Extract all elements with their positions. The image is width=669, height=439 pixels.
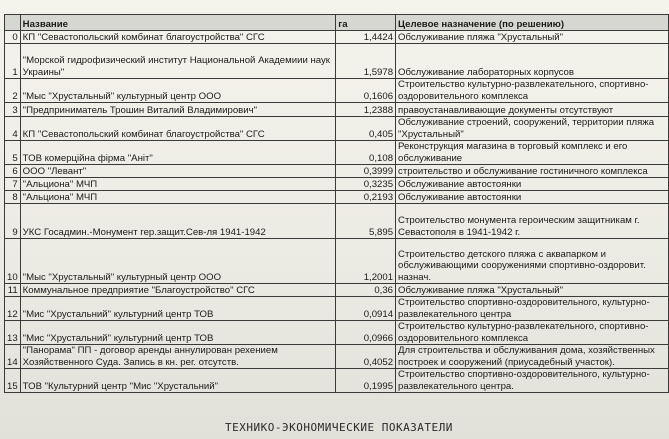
row-name-cell: Коммунальное предприятие "Благоустройство" СГС — [20, 284, 336, 297]
row-area-cell: 1,2388 — [336, 103, 396, 117]
row-index-cell: 1 — [5, 44, 21, 79]
row-index-cell: 12 — [5, 297, 21, 321]
table-row — [5, 321, 669, 345]
table-row — [5, 103, 669, 117]
table-row — [5, 79, 669, 103]
row-purpose-cell: правоустанавливающие документы отсутствуют — [396, 103, 669, 117]
row-area-cell: 0,0966 — [336, 321, 396, 345]
row-name-cell: "Мис "Хрустальний" культурний центр ТОВ — [20, 321, 336, 345]
row-name-cell: КП "Севастопольский комбинат благоустройства" СГС — [20, 117, 336, 141]
row-index-cell: 14 — [5, 345, 21, 369]
row-index-cell: 3 — [5, 103, 21, 117]
table-row — [5, 369, 669, 393]
row-index-cell: 2 — [5, 79, 21, 103]
row-area-cell: 0,405 — [336, 117, 396, 141]
table-row — [5, 239, 669, 284]
row-name-cell: "Морской гидрофизический институт Национальной Академиии наук Украины" — [20, 44, 336, 79]
row-purpose-cell: Обслуживание пляжа "Хрустальный" — [396, 31, 669, 44]
row-index-cell: 10 — [5, 239, 21, 284]
table-row — [5, 191, 669, 204]
table-row — [5, 31, 669, 44]
row-index-cell: 4 — [5, 117, 21, 141]
header-purpose: Целевое назначение (по решению) — [396, 15, 669, 31]
header-index — [5, 15, 21, 31]
row-index-cell: 13 — [5, 321, 21, 345]
row-area-cell: 0,0914 — [336, 297, 396, 321]
row-purpose-cell: Обслуживание лабораторных корпусов — [396, 44, 669, 79]
row-name-cell: "Мыс "Хрустальный" культурный центр ООО — [20, 79, 336, 103]
row-name-cell: "Альциона" МЧП — [20, 178, 336, 191]
row-index-cell: 6 — [5, 165, 21, 178]
row-purpose-cell: Реконструкция магазина в торговый комплекс и его обслуживание — [396, 141, 669, 165]
row-name-cell: ТОВ "Культурний центр "Мис "Хрустальний" — [20, 369, 336, 393]
row-index-cell: 8 — [5, 191, 21, 204]
row-name-cell: КП "Севастопольский комбинат благоустройства" СГС — [20, 31, 336, 44]
row-purpose-cell: Строительство спортивно-оздоровительного, культурно-развлекательного центра — [396, 297, 669, 321]
row-area-cell: 1,5978 — [336, 44, 396, 79]
row-index-cell: 11 — [5, 284, 21, 297]
table-row — [5, 284, 669, 297]
row-area-cell: 1,4424 — [336, 31, 396, 44]
table-row — [5, 165, 669, 178]
row-purpose-cell: Обслуживание строений, сооружений, территории пляжа "Хрустальный" — [396, 117, 669, 141]
footer-title: ТЕХНИКО-ЭКОНОМИЧЕСКИЕ ПОКАЗАТЕЛИ — [225, 421, 453, 434]
land-plots-table — [4, 14, 669, 393]
row-name-cell: "Мис "Хрустальний" культурний центр ТОВ — [20, 297, 336, 321]
row-purpose-cell: Строительство спортивно-оздоровительного, культурно-развлекательного центра. — [396, 369, 669, 393]
header-area: га — [336, 15, 396, 31]
row-index-cell: 5 — [5, 141, 21, 165]
row-area-cell: 0,4052 — [336, 345, 396, 369]
row-index-cell: 7 — [5, 178, 21, 191]
row-index-cell: 15 — [5, 369, 21, 393]
row-area-cell: 0,3999 — [336, 165, 396, 178]
row-name-cell: ТОВ комерційна фірма "Аніт" — [20, 141, 336, 165]
row-name-cell: "Мыс "Хрустальный" культурный центр ООО — [20, 239, 336, 284]
row-purpose-cell: Для строительства и обслуживания дома, хозяйственных построек и сооружений (приусадебный участок). — [396, 345, 669, 369]
row-purpose-cell: Строительство культурно-развлекательного, спортивно-оздоровительного комплекса — [396, 321, 669, 345]
row-area-cell: 0,1606 — [336, 79, 396, 103]
table-row — [5, 204, 669, 239]
row-index-cell: 0 — [5, 31, 21, 44]
table-row — [5, 345, 669, 369]
table-row — [5, 297, 669, 321]
row-purpose-cell: Обслуживание автостоянки — [396, 191, 669, 204]
row-area-cell: 0,2193 — [336, 191, 396, 204]
row-area-cell: 5,895 — [336, 204, 396, 239]
row-purpose-cell: Обслуживание автостоянки — [396, 178, 669, 191]
row-purpose-cell: Обслуживание пляжа "Хрустальный" — [396, 284, 669, 297]
row-area-cell: 0,108 — [336, 141, 396, 165]
table-header-row — [5, 15, 669, 31]
row-area-cell: 0,3235 — [336, 178, 396, 191]
row-area-cell: 1,2001 — [336, 239, 396, 284]
row-name-cell: "Панорама" ПП - договор аренды аннулирован рехением Хозяйственного Суда. Запись в кн. рег. отсутств. — [20, 345, 336, 369]
row-name-cell: "Предприниматель Трошин Виталий Владимирович" — [20, 103, 336, 117]
table-row — [5, 141, 669, 165]
table-row — [5, 44, 669, 79]
table-body — [5, 31, 669, 393]
row-purpose-cell: строительство и обслуживание гостиничного комплекса — [396, 165, 669, 178]
row-purpose-cell: Строительство монумента героическим защитникам г. Севастополя в 1941-1942 г. — [396, 204, 669, 239]
table-row — [5, 117, 669, 141]
row-name-cell: ООО "Левант" — [20, 165, 336, 178]
row-purpose-cell: Строительство культурно-развлекательного, спортивно-оздоровительного комплекса — [396, 79, 669, 103]
row-purpose-cell: Строительство детского пляжа с аквапарком и обслуживающими сооружениями спортивно-оздоровит. назнач. — [396, 239, 669, 284]
table-row — [5, 178, 669, 191]
row-area-cell: 0,1995 — [336, 369, 396, 393]
row-area-cell: 0,36 — [336, 284, 396, 297]
header-name: Название — [20, 15, 336, 31]
row-index-cell: 9 — [5, 204, 21, 239]
row-name-cell: УКС Госадмин.-Монумент гер.защит.Сев-ля 1941-1942 — [20, 204, 336, 239]
row-name-cell: "Альциона" МЧП — [20, 191, 336, 204]
